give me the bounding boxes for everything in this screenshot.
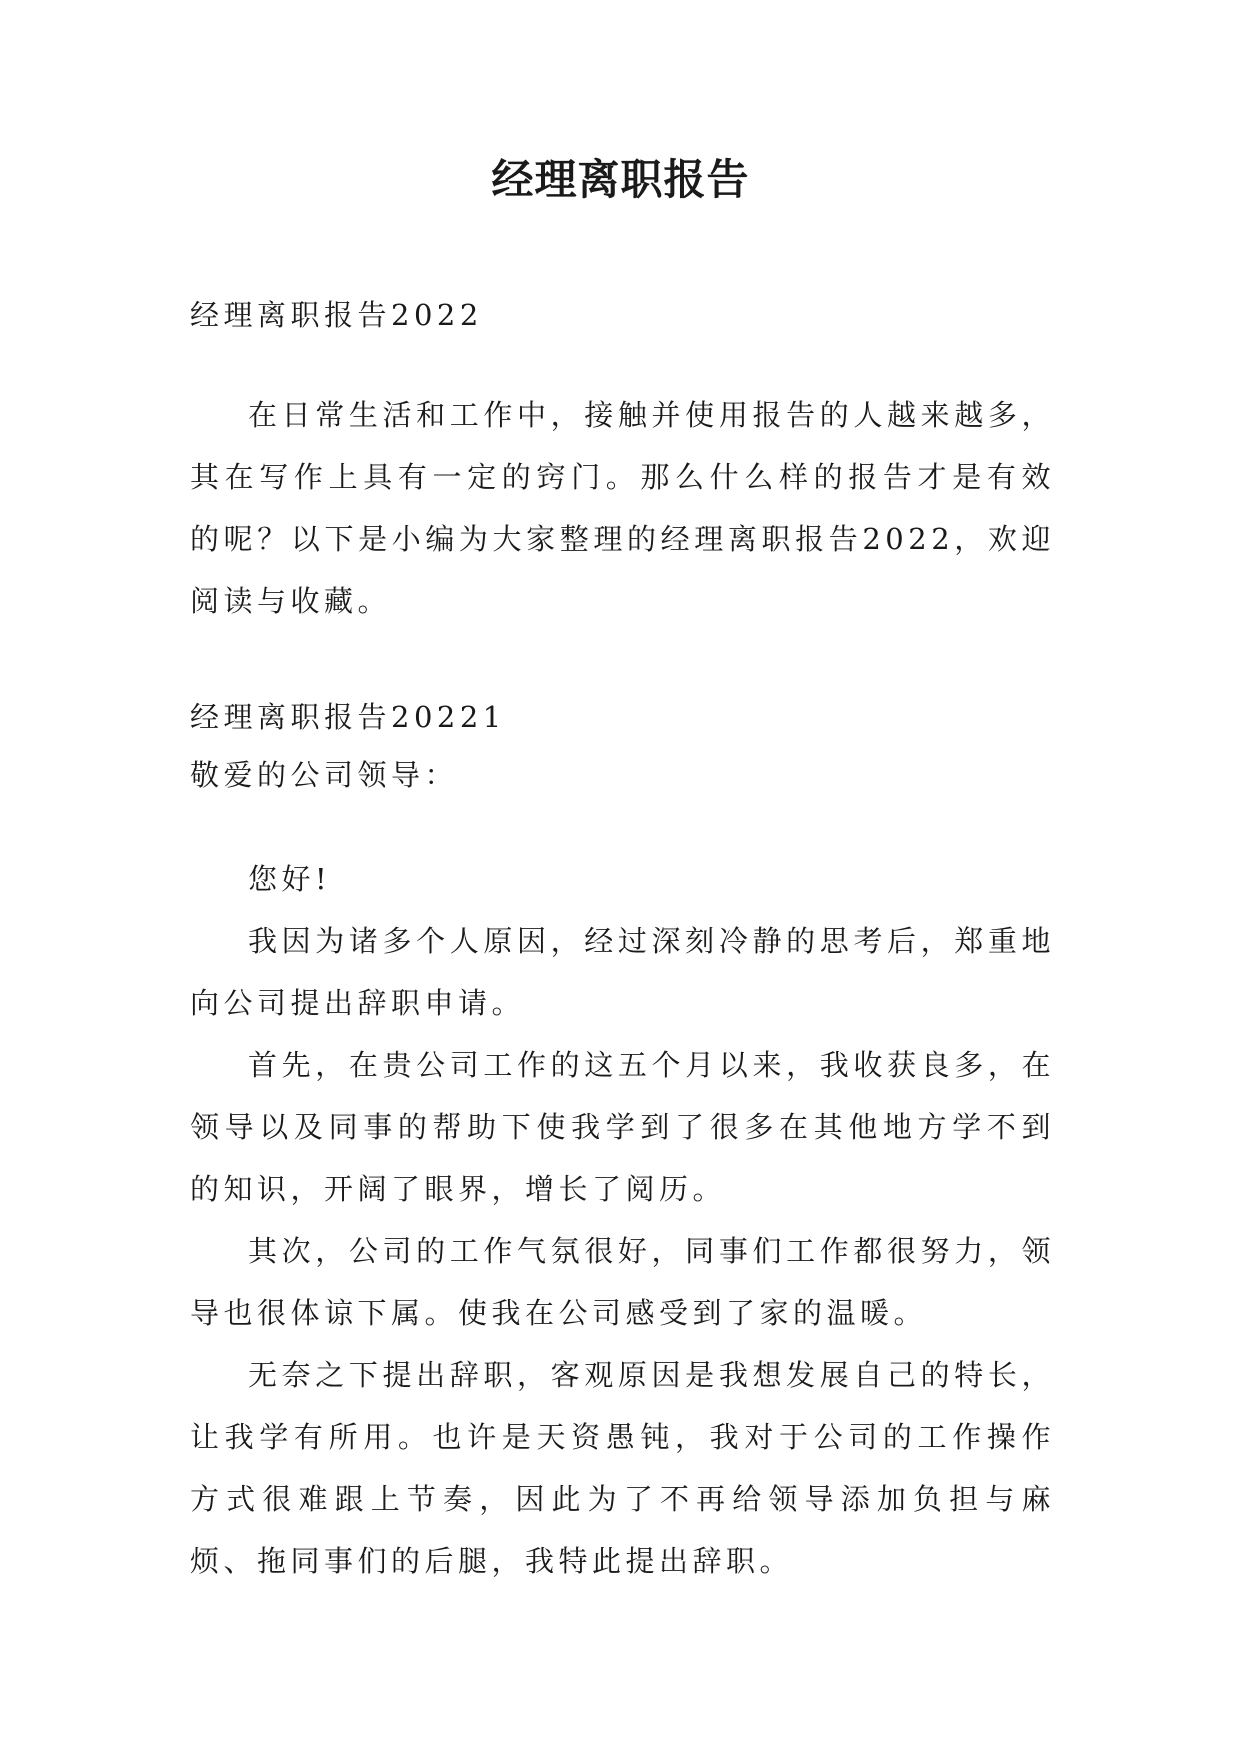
intro-paragraph: 在日常生活和工作中，接触并使用报告的人越来越多，其在写作上具有一定的窍门。那么什么样的报告才是有效的呢？以下是小编为大家整理的经理离职报告2022，欢迎阅读与收藏。 <box>190 398 1055 618</box>
document-body <box>190 286 1055 1592</box>
document-title: 经理离职报告 <box>491 155 750 204</box>
body-paragraph-4: 无奈之下提出辞职，客观原因是我想发展自己的特长，让我学有所用。也许是天资愚钝，我对于公司的工作操作方式很难跟上节奏，因此为了不再给领导添加负担与麻烦、拖同事们的后腿，我特此提出辞职。 <box>190 1358 1055 1578</box>
document-subtitle: 经理离职报告2022 <box>190 298 483 332</box>
greeting: 您好! <box>248 862 332 896</box>
salutation: 敬爱的公司领导： <box>190 758 459 792</box>
body-paragraph-2: 首先，在贵公司工作的这五个月以来，我收获良多，在领导以及同事的帮助下使我学到了很多在其他地方学不到的知识，开阔了眼界，增长了阅历。 <box>190 1048 1055 1206</box>
body-paragraph-1: 我因为诸多个人原因，经过深刻冷静的思考后，郑重地向公司提出辞职申请。 <box>190 924 1055 1020</box>
section-heading: 经理离职报告20221 <box>190 700 506 734</box>
body-paragraph-3: 其次，公司的工作气氛很好，同事们工作都很努力，领导也很体谅下属。使我在公司感受到了家的温暖。 <box>190 1234 1055 1330</box>
